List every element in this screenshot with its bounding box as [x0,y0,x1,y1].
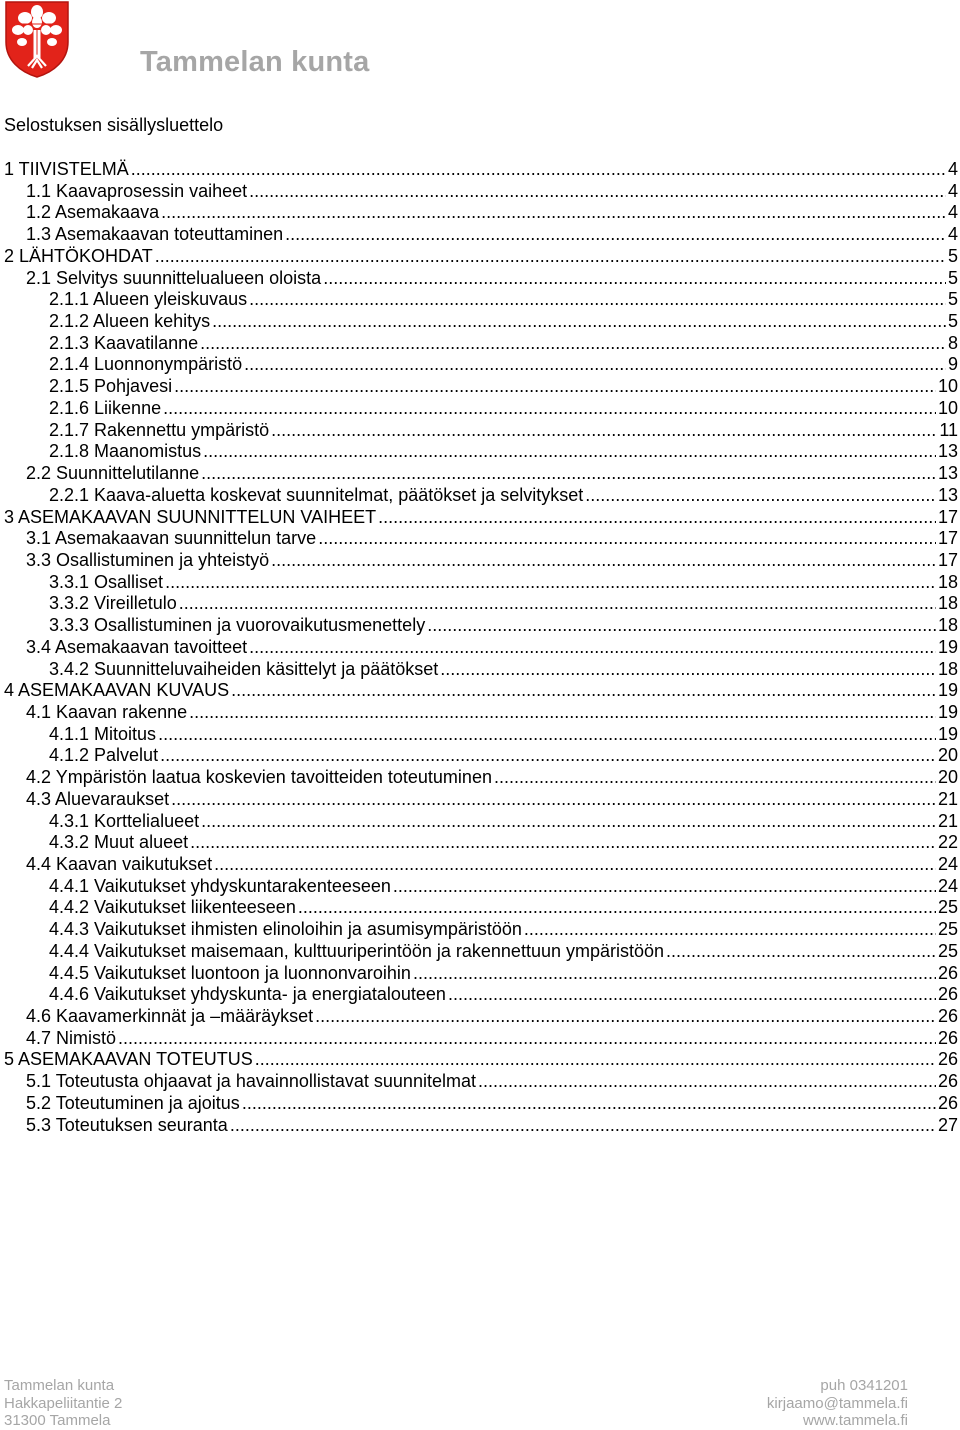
toc-entry-title: 5.2 Toteutuminen ja ajoitus [26,1092,240,1113]
toc-entry-title: 2.2 Suunnittelutilanne [26,463,200,484]
toc-entry[interactable] [4,159,958,181]
toc-entry-title: 4 ASEMAKAAVAN KUVAUS [4,680,230,701]
toc-entry[interactable] [4,224,958,246]
toc-entry[interactable] [4,767,958,789]
toc-entry-title: 2.1.1 Alueen yleiskuvaus [49,289,248,310]
toc-entry[interactable] [4,1115,958,1137]
toc-entry-title: 4.4.2 Vaikutukset liikenteeseen [49,897,296,918]
toc-entry[interactable] [4,376,958,398]
toc-dot-leader [174,376,936,398]
toc-entry-page: 5 [947,267,958,288]
footer-postal: 31300 Tammela [4,1412,111,1429]
toc-entry-title: 2.1.3 Kaavatilanne [49,332,199,353]
organization-title: Tammelan kunta [140,46,370,78]
toc-entry-page: 19 [937,701,958,722]
toc-dot-leader [171,789,936,811]
toc-entry-title: 4.7 Nimistö [26,1027,117,1048]
toc-entry-title: 4.4.3 Vaikutukset ihmisten elinoloihin ja asumisympäristöön [49,919,522,940]
toc-heading: Selostuksen sisällysluettelo [4,115,224,135]
toc-dot-leader [271,420,937,442]
toc-entry-title: 4.3.1 Korttelialueet [49,810,200,831]
toc-entry[interactable] [4,984,958,1006]
toc-dot-leader [448,984,936,1006]
toc-entry-page: 10 [937,376,958,397]
toc-dot-leader [249,637,936,659]
toc-dot-leader [478,1071,936,1093]
toc-entry[interactable] [4,854,958,876]
footer-org-name: Tammelan kunta [4,1377,115,1394]
toc-entry-title: 2.1.8 Maanomistus [49,441,202,462]
toc-entry-title: 4.4.4 Vaikutukset maisemaan, kulttuuriperintöön ja rakennettuun ympäristöön [49,940,665,961]
toc-entry-title: 4.4.5 Vaikutukset luontoon ja luonnonvaroihin [49,962,411,983]
toc-entry-title: 4.4.6 Vaikutukset yhdyskunta- ja energiatalouteen [49,984,446,1005]
toc-entry-title: 3.3.2 Vireilletulo [49,593,177,614]
toc-entry[interactable] [4,615,958,637]
toc-entry[interactable] [4,811,958,833]
toc-entry[interactable] [4,485,958,507]
toc-dot-leader [161,202,946,224]
toc-entry-title: 5.1 Toteutusta ohjaavat ja havainnollistavat suunnitelmat [26,1071,476,1092]
toc-entry-page: 21 [937,810,958,831]
toc-entry[interactable] [4,550,958,572]
toc-entry-title: 3.3.1 Osalliset [49,571,164,592]
toc-entry[interactable] [4,528,958,550]
toc-dot-leader [413,963,936,985]
toc-entry[interactable] [4,289,958,311]
toc-entry-title: 4.1 Kaavan rakenne [26,701,188,722]
toc-dot-leader [666,941,936,963]
toc-entry-page: 8 [947,332,958,353]
toc-entry[interactable] [4,507,958,529]
toc-entry-title: 5.3 Toteutuksen seuranta [26,1114,228,1135]
toc-entry-page: 21 [937,788,958,809]
toc-entry-title: 4.6 Kaavamerkinnät ja –määräykset [26,1006,314,1027]
toc-entry[interactable] [4,1071,958,1093]
footer-phone: puh 0341201 [820,1377,908,1394]
toc-entry-page: 18 [937,593,958,614]
toc-entry[interactable] [4,941,958,963]
toc-entry-title: 4.1.2 Palvelut [49,745,159,766]
toc-entry-page: 4 [947,202,958,223]
toc-entry[interactable] [4,1049,958,1071]
toc-entry[interactable] [4,572,958,594]
toc-entry[interactable] [4,398,958,420]
toc-entry-page: 20 [937,745,958,766]
toc-entry-title: 5 ASEMAKAAVAN TOTEUTUS [4,1049,253,1070]
toc-entry[interactable] [4,897,958,919]
toc-entry-title: 1.2 Asemakaava [26,202,160,223]
toc-dot-leader [165,572,936,594]
toc-entry-title: 1.3 Asemakaavan toteuttaminen [26,224,284,245]
toc-entry[interactable] [4,724,958,746]
toc-entry-page: 13 [937,441,958,462]
toc-entry-title: 4.4 Kaavan vaikutukset [26,854,213,874]
toc-dot-leader [214,854,936,876]
toc-entry-title: 3.1 Asemakaavan suunnittelun tarve [26,528,317,549]
toc-entry[interactable] [4,1006,958,1028]
toc-entry[interactable] [4,745,958,767]
toc-entry-page: 10 [937,397,958,418]
toc-dot-leader [249,289,946,311]
toc-entry-title: 1 TIIVISTELMÄ [4,159,129,179]
toc-dot-leader [440,659,936,681]
toc-entry-page: 24 [937,875,958,896]
toc-dot-leader [163,398,936,420]
toc-entry-page: 26 [937,1071,958,1092]
toc-entry-page: 26 [937,1092,958,1113]
toc-entry-title: 4.1.1 Mitoitus [49,723,157,744]
toc-entry-page: 27 [937,1114,958,1135]
footer-address [4,1377,122,1430]
toc-entry[interactable] [4,680,958,702]
toc-dot-leader [323,268,946,290]
toc-dot-leader [255,1049,936,1071]
toc-entry-page: 25 [937,940,958,961]
toc-entry-title: 4.3 Aluevaraukset [26,788,170,809]
toc-entry-title: 3.4 Asemakaavan tavoitteet [26,636,248,657]
toc-entry-page: 9 [947,354,958,375]
toc-dot-leader [212,311,946,333]
toc-entry-page: 19 [937,636,958,657]
toc-entry-page: 25 [937,919,958,940]
toc-entry[interactable] [4,593,958,615]
toc-entry-title: 3.3.3 Osallistuminen ja vuorovaikutusmenettely [49,615,426,636]
toc-dot-leader [585,485,936,507]
toc-dot-leader [271,550,936,572]
toc-dot-leader [158,724,936,746]
toc-entry-title: 2.1.6 Liikenne [49,397,162,418]
toc-entry-title: 3.3 Osallistuminen ja yhteistyö [26,549,270,570]
toc-entry-page: 26 [937,1027,958,1048]
toc-dot-leader [378,507,936,529]
toc-dot-leader [189,702,936,724]
toc-entry-page: 24 [937,854,958,874]
toc-entry[interactable] [4,441,958,463]
toc-entry-page: 5 [947,311,958,332]
toc-entry-title: 2.1.4 Luonnonympäristö [49,354,243,375]
toc-entry[interactable] [4,463,958,485]
toc-dot-leader [427,615,936,637]
toc-entry-title: 2 LÄHTÖKOHDAT [4,245,153,266]
toc-dot-leader [315,1006,936,1028]
toc-entry-page: 20 [937,767,958,788]
toc-entry[interactable] [4,963,958,985]
toc-entry[interactable] [4,420,958,442]
toc-entry-page: 5 [947,245,958,266]
toc-dot-leader [298,897,936,919]
toc-dot-leader [231,680,936,702]
toc-entry[interactable] [4,637,958,659]
toc-entry[interactable] [4,919,958,941]
toc-entry-title: 2.1.5 Pohjavesi [49,376,173,397]
toc-dot-leader [203,441,936,463]
toc-entry[interactable] [4,354,958,376]
toc-entry-page: 17 [937,528,958,549]
toc-entry-title: 2.1.7 Rakennettu ympäristö [49,419,270,440]
toc-entry-title: 2.2.1 Kaava-aluetta koskevat suunnitelmat, päätökset ja selvitykset [49,484,584,505]
toc-dot-leader [201,463,936,485]
toc-entry[interactable] [4,832,958,854]
toc-dot-leader [318,528,936,550]
toc-entry-page: 26 [937,984,958,1005]
toc-entry-page: 13 [937,484,958,505]
toc-entry[interactable] [4,246,958,268]
footer-website[interactable]: www.tammela.fi [802,1412,908,1429]
toc-entry-page: 22 [937,832,958,853]
toc-entry[interactable] [4,202,958,224]
footer-email[interactable]: kirjaamo@tammela.fi [766,1394,908,1412]
toc-entry[interactable] [4,659,958,681]
toc-dot-leader [190,832,936,854]
toc-entry-page: 25 [937,897,958,918]
toc-dot-leader [201,811,936,833]
toc-entry-page: 26 [937,1049,958,1070]
toc-dot-leader [393,876,936,898]
toc-entry[interactable] [4,333,958,355]
toc-entry-title: 1.1 Kaavaprosessin vaiheet [26,180,248,201]
toc-entry-title: 2.1 Selvitys suunnittelualueen oloista [26,267,322,288]
toc-entry-page: 19 [937,723,958,744]
toc-entry[interactable] [4,789,958,811]
toc-entry-page: 11 [939,419,958,440]
toc-entry-title: 4.3.2 Muut alueet [49,832,189,853]
toc-dot-leader [131,159,946,181]
toc-entry-page: 18 [937,658,958,679]
footer-street: Hakkapeliitantie 2 [4,1394,123,1412]
toc-entry[interactable] [4,876,958,898]
toc-entry[interactable] [4,702,958,724]
toc-entry-page: 5 [947,289,958,310]
toc-entry-page: 19 [937,680,958,701]
toc-entry-title: 4.4.1 Vaikutukset yhdyskuntarakenteeseen [49,875,391,896]
toc-dot-leader [118,1028,936,1050]
toc-entry-page: 4 [947,224,958,245]
toc-entry-page: 4 [947,180,958,201]
toc-entry-title: 2.1.2 Alueen kehitys [49,311,211,332]
coat-of-arms-icon [4,0,70,78]
toc-entry-page: 13 [937,463,958,484]
toc-dot-leader [230,1115,936,1137]
footer-contact [767,1377,908,1430]
toc-dot-leader [285,224,946,246]
toc-entry[interactable] [4,1028,958,1050]
toc-entry[interactable] [4,311,958,333]
toc-dot-leader [160,745,936,767]
toc-entry-page: 26 [937,962,958,983]
toc-entry[interactable] [4,1093,958,1115]
toc-entry-title: 3.4.2 Suunnitteluvaiheiden käsittelyt ja päätökset [49,658,439,679]
toc-entry-title: 3 ASEMAKAAVAN SUUNNITTELUN VAIHEET [4,506,377,527]
toc-entry-page: 18 [937,615,958,636]
table-of-contents [4,159,958,1136]
toc-dot-leader [200,333,946,355]
toc-dot-leader [249,181,946,203]
toc-dot-leader [494,767,936,789]
toc-entry-page: 17 [937,549,958,570]
toc-entry-page: 4 [947,159,958,179]
toc-dot-leader [179,593,936,615]
toc-dot-leader [242,1093,936,1115]
toc-dot-leader [524,919,936,941]
toc-entry-title: 4.2 Ympäristön laatua koskevien tavoitteiden toteutuminen [26,767,492,788]
toc-dot-leader [244,354,946,376]
toc-entry-page: 26 [937,1006,958,1027]
toc-dot-leader [155,246,946,268]
toc-entry[interactable] [4,268,958,290]
toc-entry-page: 17 [937,506,958,527]
toc-entry-page: 18 [937,571,958,592]
toc-entry[interactable] [4,181,958,203]
